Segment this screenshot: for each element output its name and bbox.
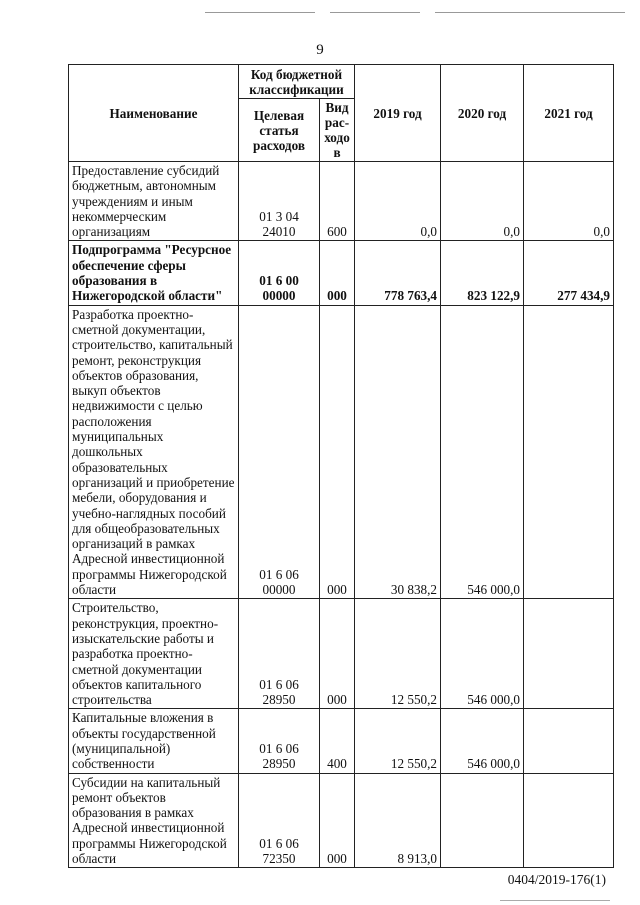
cell-y2020: 546 000,0 <box>441 599 524 709</box>
cell-code: 01 6 06 72350 <box>239 773 320 868</box>
col-header-target: Целевая статья расходов <box>239 99 320 162</box>
cell-y2021 <box>524 599 614 709</box>
col-header-2021: 2021 год <box>524 65 614 162</box>
cell-y2020: 0,0 <box>441 162 524 241</box>
cell-type: 000 <box>320 305 355 599</box>
cell-name: Предоставление субсидий бюджетным, автономным учреждениям и иным некоммерческим организациям <box>69 162 239 241</box>
cell-y2019: 0,0 <box>355 162 441 241</box>
cell-y2019: 30 838,2 <box>355 305 441 599</box>
col-header-kbk: Код бюджетной классификации <box>239 65 355 99</box>
table-row <box>69 773 614 868</box>
col-header-2020: 2020 год <box>441 65 524 162</box>
table-row <box>69 599 614 709</box>
col-header-name: Наименование <box>69 65 239 162</box>
table-row <box>69 241 614 305</box>
cell-y2020: 546 000,0 <box>441 305 524 599</box>
cell-type: 000 <box>320 241 355 305</box>
cell-type: 600 <box>320 162 355 241</box>
cell-y2021 <box>524 709 614 773</box>
cell-name: Разработка проектно-сметной документации, строительство, капитальный ремонт, реконструкция объектов образования, выкуп объектов недвижимости с целью расположения муниципальных дошкольных образовательных организаций и приобретение мебели, оборудования и учебно-наглядных пособий для общеобразовательных организаций в рамках Адресной инвестиционной программы Нижегородской области <box>69 305 239 599</box>
cell-y2019: 12 550,2 <box>355 599 441 709</box>
cell-code: 01 6 06 00000 <box>239 305 320 599</box>
cell-y2021: 277 434,9 <box>524 241 614 305</box>
scan-edge-line <box>330 12 420 13</box>
cell-name: Субсидии на капитальный ремонт объектов образования в рамках Адресной инвестиционной программы Нижегородской области <box>69 773 239 868</box>
document-code: 0404/2019-176(1) <box>507 872 606 887</box>
cell-y2021: 0,0 <box>524 162 614 241</box>
cell-y2020: 823 122,9 <box>441 241 524 305</box>
cell-y2021 <box>524 773 614 868</box>
scan-edge-line <box>500 900 610 901</box>
cell-code: 01 6 06 28950 <box>239 709 320 773</box>
scan-edge-line <box>435 12 625 13</box>
cell-type: 000 <box>320 599 355 709</box>
cell-type: 000 <box>320 773 355 868</box>
table-row <box>69 709 614 773</box>
page-number: 9 <box>316 42 324 58</box>
col-header-2019: 2019 год <box>355 65 441 162</box>
table-row <box>69 305 614 599</box>
cell-code: 01 3 04 24010 <box>239 162 320 241</box>
cell-y2019: 8 913,0 <box>355 773 441 868</box>
cell-name: Подпрограмма "Ресурсное обеспечение сферы образования в Нижегородской области" <box>69 241 239 305</box>
cell-y2019: 12 550,2 <box>355 709 441 773</box>
cell-y2020: 546 000,0 <box>441 709 524 773</box>
cell-y2020 <box>441 773 524 868</box>
cell-y2019: 778 763,4 <box>355 241 441 305</box>
col-header-type: Вид рас-ходов <box>320 99 355 162</box>
table-row <box>69 162 614 241</box>
cell-type: 400 <box>320 709 355 773</box>
cell-code: 01 6 00 00000 <box>239 241 320 305</box>
budget-table <box>68 64 614 868</box>
cell-y2021 <box>524 305 614 599</box>
cell-code: 01 6 06 28950 <box>239 599 320 709</box>
cell-name: Капитальные вложения в объекты государственной (муниципальной) собственности <box>69 709 239 773</box>
scan-edge-line <box>205 12 315 13</box>
cell-name: Строительство, реконструкция, проектно-изыскательские работы и разработка проектно-сметной документации объектов капитального строительства <box>69 599 239 709</box>
